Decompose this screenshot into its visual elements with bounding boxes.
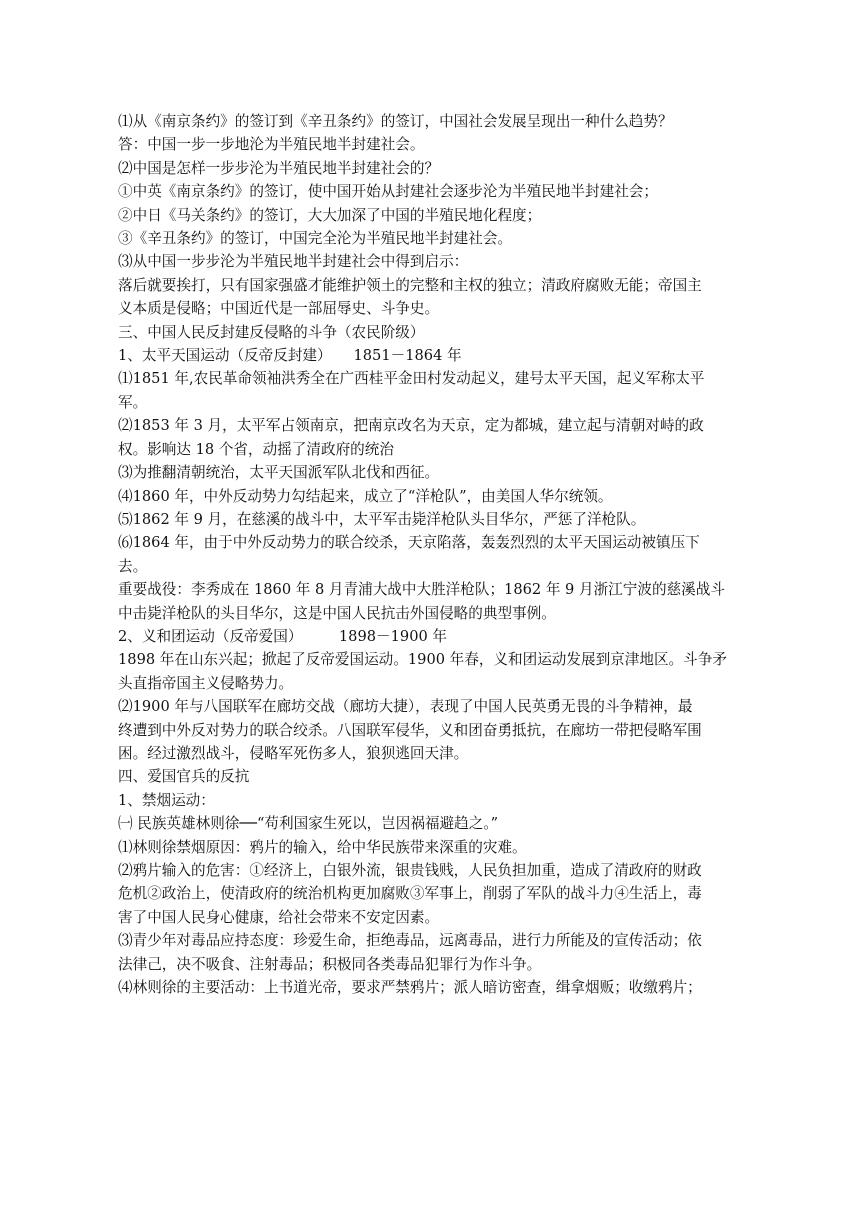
text-line: ⑵中国是怎样一步步沦为半殖民地半封建社会的？ xyxy=(118,159,440,177)
text-line: 危机②政治上，使清政府的统治机构更加腐败③军事上，削弱了军队的战斗力④生活上，毒 xyxy=(118,885,702,903)
text-line: ⑶青少年对毒品应持态度：珍爱生命，拒绝毒品，远离毒品，进行力所能及的宣传活动；依 xyxy=(118,932,702,950)
text-line: 终遭到中外反对势力的联合绞杀。八国联军侵华，义和团奋勇抵抗，在廊坊一带把侵略军围 xyxy=(118,721,702,739)
text-line: ⑸1862 年 9 月，在慈溪的战斗中，太平军击毙洋枪队头目华尔，严惩了洋枪队。 xyxy=(118,510,646,528)
document-page xyxy=(118,110,738,999)
text-line: ⑴林则徐禁烟原因：鸦片的输入，给中华民族带来深重的灾难。 xyxy=(118,838,527,856)
subsection-heading: 1、禁烟运动： xyxy=(118,791,215,809)
text-line: 军。 xyxy=(118,393,148,411)
text-line: ①中英《南京条约》的签订，使中国开始从封建社会逐步沦为半殖民地半封建社会； xyxy=(118,183,658,201)
section-heading: 四、爱国官兵的反抗 xyxy=(118,768,250,786)
text-line: 重要战役：李秀成在 1860 年 8 月青浦大战中大胜洋枪队；1862 年 9 月浙江宁波的慈溪战斗 xyxy=(118,581,725,599)
text-line: ㈠ 民族英雄林则徐──“苟利国家生死以，岂因祸福避趋之。” xyxy=(118,815,499,833)
text-line: 1898 年在山东兴起；掀起了反帝爱国运动。1900 年春，义和团运动发展到京津地区。斗争矛 xyxy=(118,651,727,669)
text-line: ⑵鸦片输入的危害：①经济上，白银外流，银贵钱贱，人民负担加重，造成了清政府的财政 xyxy=(118,862,702,879)
text-line: 中击毙洋枪队的头目华尔，这是中国人民抗击外国侵略的典型事例。 xyxy=(118,604,556,622)
text-line: ⑹1864 年，由于中外反动势力的联合绞杀，天京陷落，轰轰烈烈的太平天国运动被镇压下 xyxy=(118,534,700,552)
text-line: 答：中国一步一步地沦为半殖民地半封建社会。 xyxy=(118,136,425,154)
text-line: 落后就要挨打，只有国家强盛才能维护领土的完整和主权的独立；清政府腐败无能；帝国主 xyxy=(118,276,702,294)
text-line: 义本质是侵略；中国近代是一部屈辱史、斗争史。 xyxy=(118,300,440,318)
text-line: ⑴1851 年,农民革命领袖洪秀全在广西桂平金田村发动起义，建号太平天国，起义军称太平 xyxy=(118,370,705,388)
text-line: 法律己，决不吸食、注射毒品；积极同各类毒品犯罪行为作斗争。 xyxy=(118,955,542,973)
text-line: ⑶从中国一步步沦为半殖民地半封建社会中得到启示： xyxy=(118,253,469,271)
subsection-heading: 1、太平天国运动（反帝反封建） 1851－1864 年 xyxy=(118,347,462,365)
text-line: ②中日《马关条约》的签订，大大加深了中国的半殖民地化程度； xyxy=(118,206,542,224)
text-line: ⑷林则徐的主要活动：上书道光帝，要求严禁鸦片；派人暗访密查，缉拿烟贩；收缴鸦片； xyxy=(118,979,702,997)
text-line: ③《辛丑条约》的签订，中国完全沦为半殖民地半封建社会。 xyxy=(118,230,513,248)
text-line: 去。 xyxy=(118,557,148,575)
text-line: 困。经过激烈战斗，侵略军死伤多人，狼狈逃回天津。 xyxy=(118,744,469,762)
subsection-heading: 2、义和团运动（反帝爱国） 1898－1900 年 xyxy=(118,627,447,645)
text-line: ⑵1853 年 3 月，太平军占领南京，把南京改名为天京，定为都城，建立起与清朝对峙的政 xyxy=(118,417,704,435)
text-line: 权。影响达 18 个省，动摇了清政府的统治 xyxy=(118,440,394,458)
text-line: 害了中国人民身心健康，给社会带来不安定因素。 xyxy=(118,908,440,926)
text-line: ⑷1860 年，中外反动势力勾结起来，成立了“洋枪队”，由美国人华尔统领。 xyxy=(118,487,613,505)
text-line: ⑵1900 年与八国联军在廊坊交战（廊坊大捷），表现了中国人民英勇无畏的斗争精神，最 xyxy=(118,698,693,716)
text-line: 头直指帝国主义侵略势力。 xyxy=(118,674,294,692)
text-line: ⑶为推翻清朝统治，太平天国派军队北伐和西征。 xyxy=(118,464,440,482)
text-line: ⑴从《南京条约》的签订到《辛丑条约》的签订，中国社会发展呈现出一种什么趋势？ xyxy=(118,113,673,130)
section-heading: 三、中国人民反封建反侵略的斗争（农民阶级） xyxy=(118,323,425,341)
